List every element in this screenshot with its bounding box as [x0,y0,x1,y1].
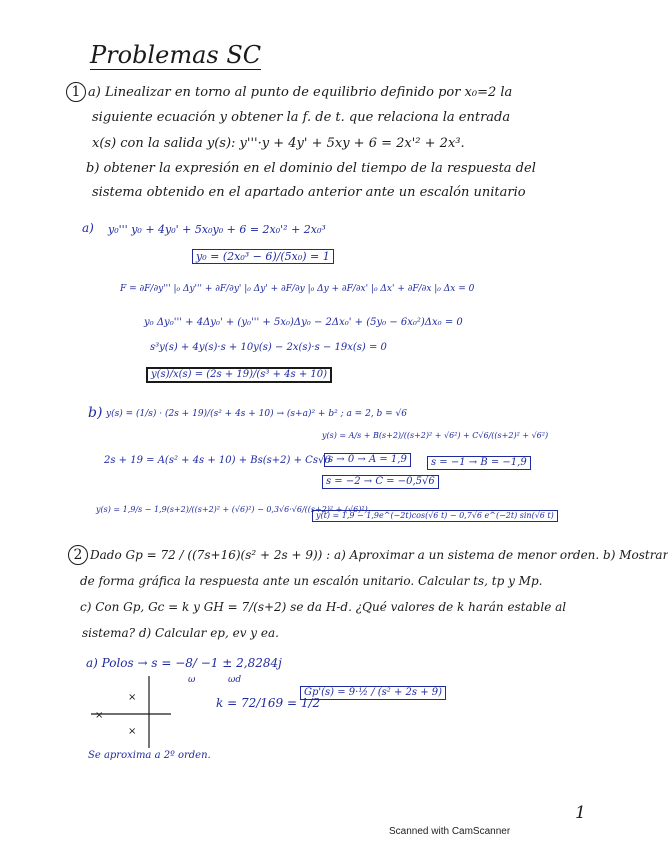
problem-2-line-4: sistema? d) Calcular ep, ev y ea. [82,626,279,640]
poles-sub-omega-d: ωd [228,675,242,685]
solution-1b-eq-2: 2s + 19 = A(s² + 4s + 10) + Bs(s+2) + Cs√6 [104,455,331,466]
problem-1-line-4: b) obtener la expresión en el dominio del tiempo de la respuesta del [86,161,536,176]
approximation-note: Se aproxima a 2º orden. [88,750,211,761]
problem-1-line-1 [66,82,512,102]
problem-2-line-1 [68,545,668,565]
approx-transfer-box: Gp'(s) = 9·½ / (s² + 2s + 9) [300,686,446,700]
problem-2-line-2: de forma gráfica la respuesta ante un escalón unitario. Calcular ts, tp y Mp. [80,574,543,588]
solution-1b-eq-1: y(s) = (1/s) · (2s + 19)/(s² + 4s + 10) → (s+a)² + b² ; a = 2, b = √6 [106,409,408,419]
pole-marker: × [95,710,104,721]
pole-marker: × [128,726,137,737]
solution-1a-eq-5: s³y(s) + 4y(s)·s + 10y(s) − 2x(s)·s − 19x(s) = 0 [150,342,387,353]
pole-plot-sketch [85,672,175,752]
problem-1-line-3: x(s) con la salida y(s): y'''·y + 4y' + 5xy + 6 = 2x'² + 2x³. [92,136,465,151]
solution-1a-eq-2: y₀ = (2x₀³ − 6)/(5x₀) = 1 [192,249,334,264]
pole-marker: × [128,692,137,703]
coefficient-b: s = −1 → B = −1,9 [427,456,531,470]
problem-1-line-2: siguiente ecuación y obtener la f. de t. que relaciona la entrada [92,110,511,125]
solution-1a-eq-4: y₀ Δy₀''' + 4Δy₀' + (y₀''' + 5x₀)Δy₀ − 2Δx₀' + (5y₀ − 6x₀²)Δx₀ = 0 [144,317,463,328]
page-number: 1 [575,803,586,823]
time-response-box: y(t) = 1,9 − 1,9e^(−2t)cos(√6 t) − 0,7√6 e^(−2t) sin(√6 t) [312,510,558,522]
coefficient-a: s → 0 → A = 1,9 [324,453,411,467]
problem-number-badge: 2 [68,545,88,565]
poles-sub-omega: ω [188,675,196,685]
problem-2-line-3: c) Con Gp, Gc = k y GH = 7/(s+2) se da H-d. ¿Qué valores de k harán estable al [80,600,567,614]
coefficient-c: s = −2 → C = −0,5√6 [322,475,439,489]
gain-k: k = 72/169 = 1/2 [216,696,321,710]
solution-1a-eq-3: F = ∂F/∂y''' |₀ Δy''' + ∂F/∂y' |₀ Δy' + ∂F/∂y |₀ Δy + ∂F/∂x' |₀ Δx' + ∂F/∂x |₀ Δx = 0 [120,284,475,294]
scanner-watermark: Scanned with CamScanner [389,826,511,837]
problem-1-line-5: sistema obtenido en el apartado anterior ante un escalón unitario [92,185,526,200]
problem-2-text-1: Dado Gp = 72 / ((7s+16)(s² + 2s + 9)) : a) Aproximar a un sistema de menor orden. b) Mostrar [90,548,668,562]
partial-fractions: y(s) = A/s + B(s+2)/((s+2)² + √6²) + C√6/((s+2)² + √6²) [322,431,549,440]
poles-line: a) Polos → s = −8/ −1 ± 2,8284j [86,656,282,670]
problem-1-text-1: a) Linealizar en torno al punto de equilibrio definido por x₀=2 la [88,85,513,100]
page-title: Problemas SC [90,41,262,69]
problem-number-badge: 1 [66,82,86,102]
solution-1a-eq-1: y₀''' y₀ + 4y₀' + 5x₀y₀ + 6 = 2x₀'² + 2x₀³ [108,223,326,236]
solution-1b-eq-3: y(s) = 1,9/s − 1,9(s+2)/((s+2)² + (√6)²) − 0,3√6·√6/((s+2)² + (√6)²) [96,505,368,514]
transfer-function-box: y(s)/x(s) = (2s + 19)/(s³ + 4s + 10) [146,367,332,383]
solution-1a-label: a) [82,221,94,235]
solution-1b-label: b) [88,405,103,421]
